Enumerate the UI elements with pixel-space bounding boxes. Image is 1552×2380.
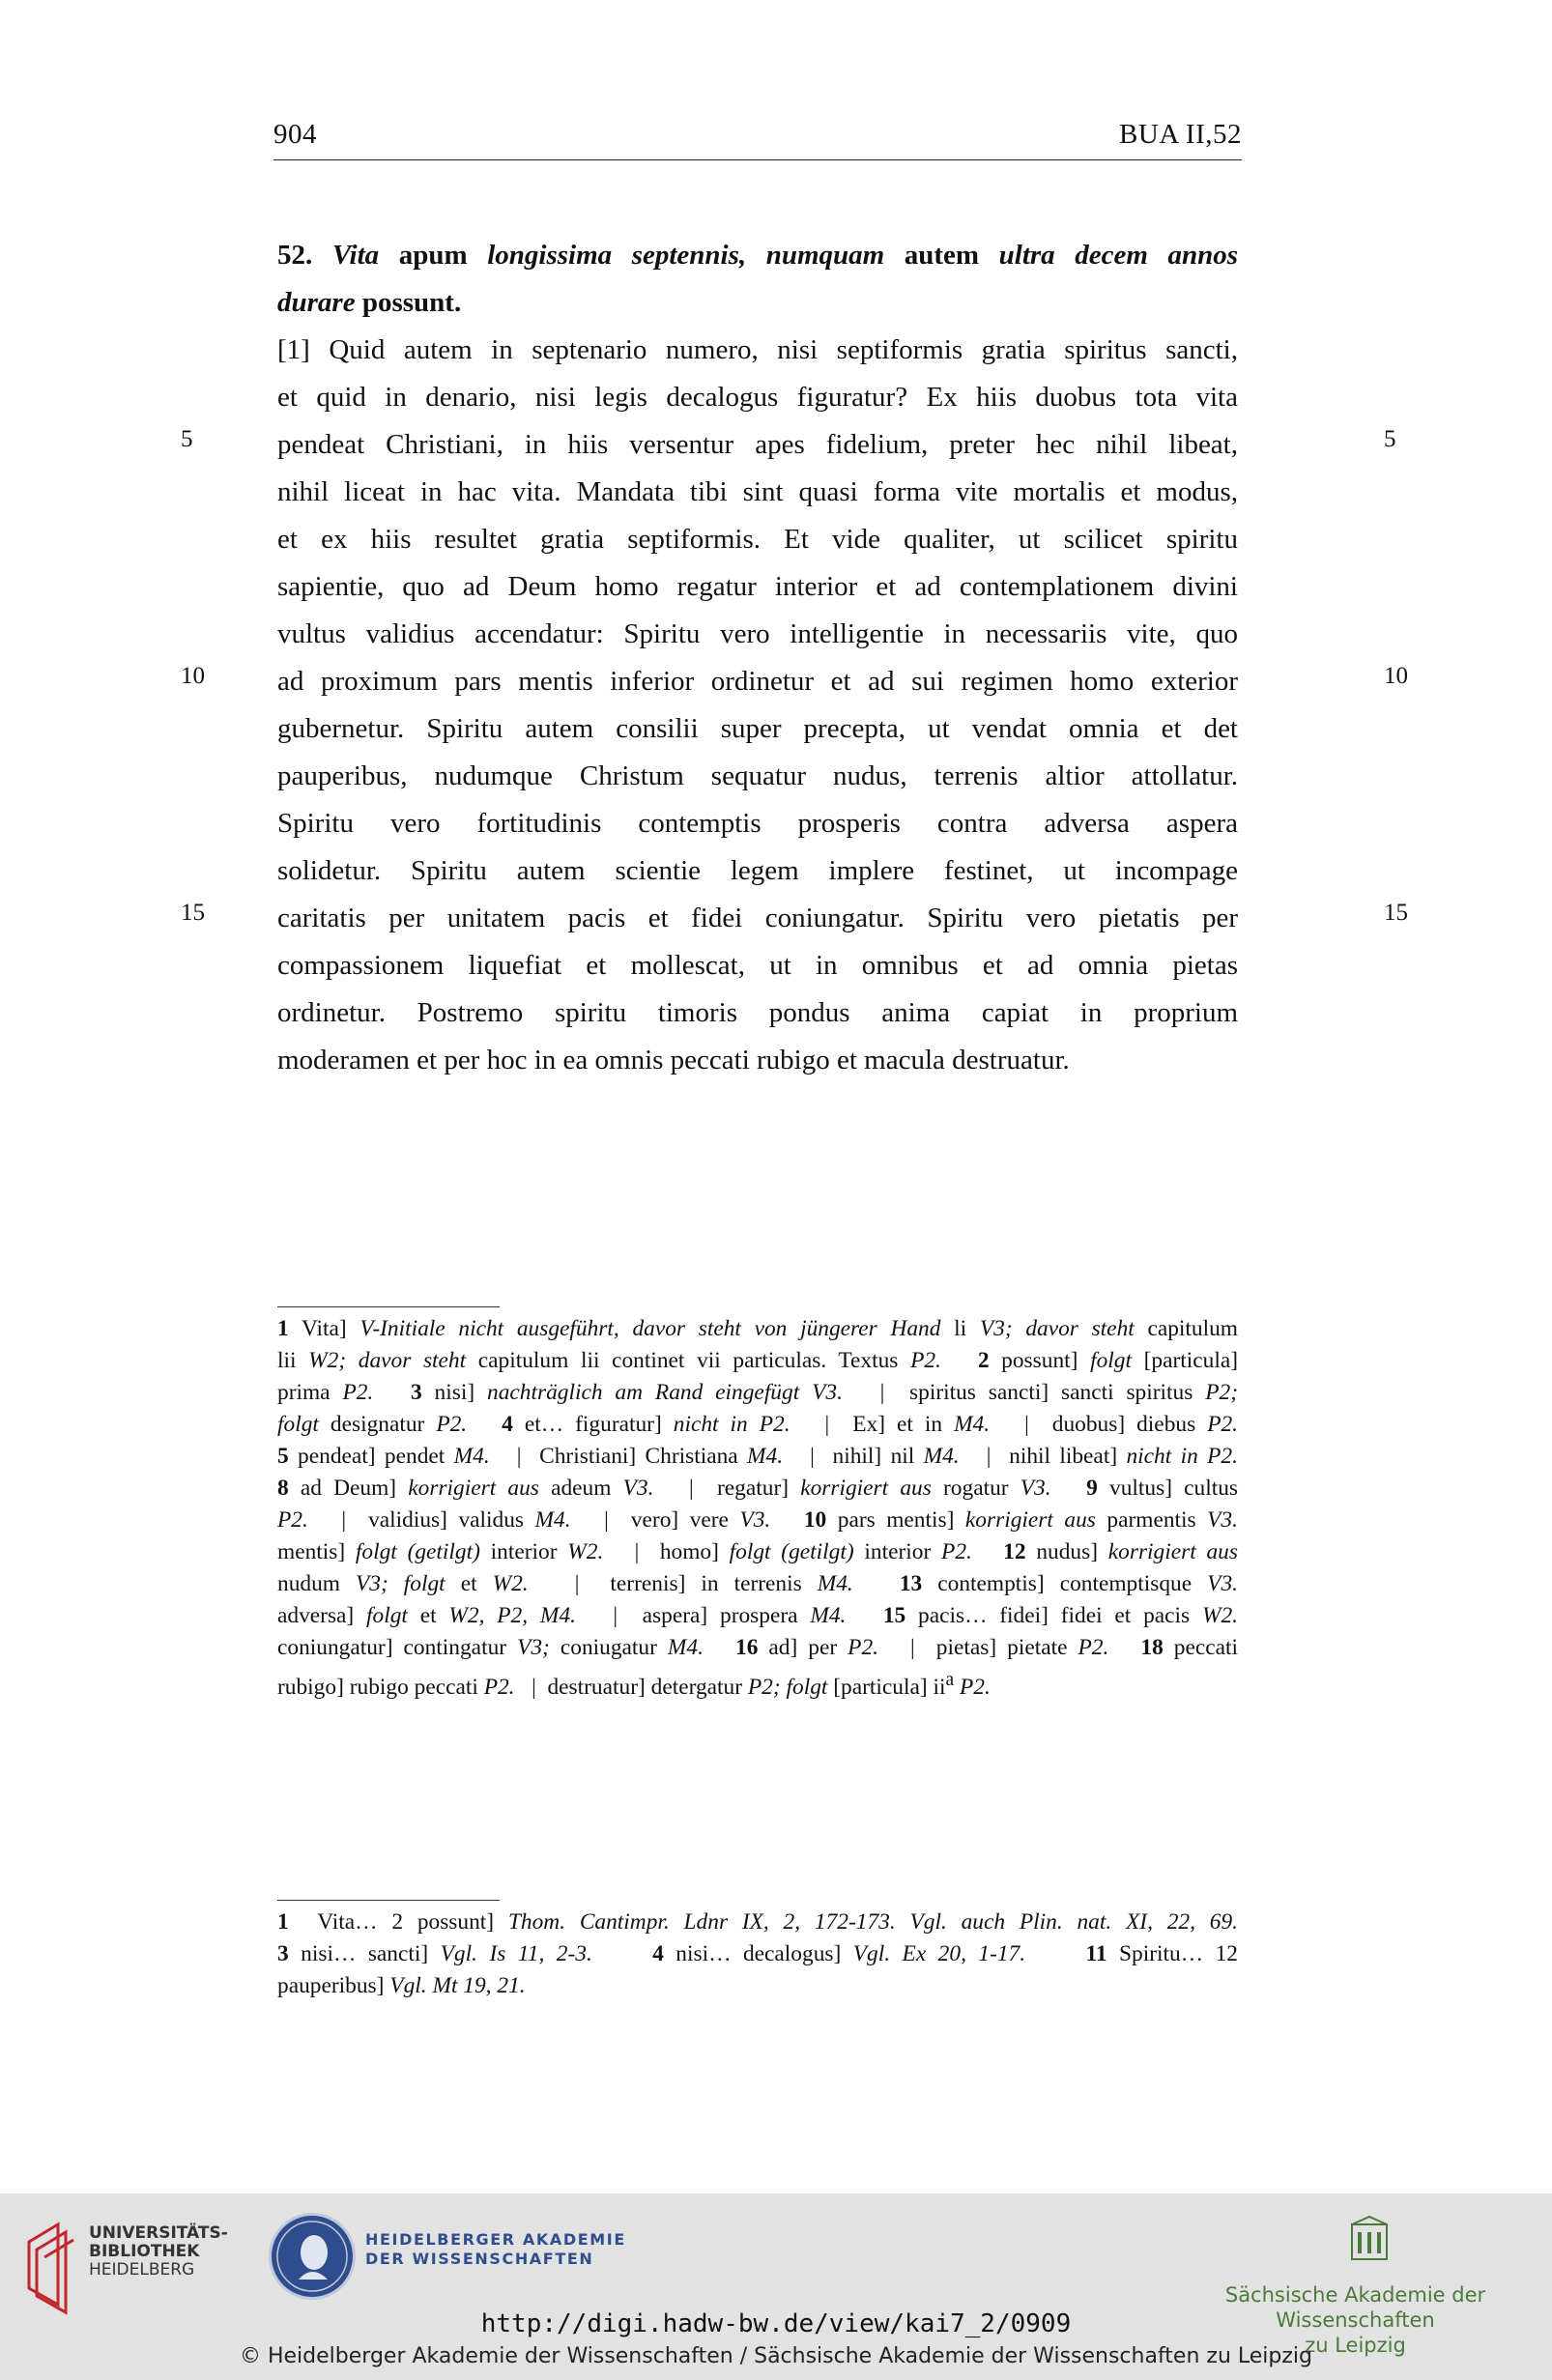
- apparatus-line: 1 Vita] V-Initiale nicht ausgeführt, davor steht von jüngerer Hand li V3; davor steht capitulum: [277, 1316, 1239, 1341]
- footer-banner: [0, 2194, 1552, 2380]
- apparatus-line: prima P2. 3 nisi] nachträglich am Rand eingefügt V3. | spiritus sancti] sancti spiritus P2;: [277, 1380, 1239, 1405]
- body-paragraph: [277, 327, 1238, 1084]
- text-line: nihil liceat in hac vita. Mandata tibi sint quasi forma vite mortalis et modus,: [277, 476, 1238, 507]
- text-line: compassionem liquefiat et mollescat, ut in omnibus et ad omnia pietas: [277, 950, 1238, 981]
- text-line: vultus validius accendatur: Spiritu vero intelligentie in necessariis vite, quo: [277, 618, 1238, 649]
- text-line: et quid in denario, nisi legis decalogus figuratur? Ex hiis duobus tota vita: [277, 382, 1238, 413]
- text-line: [1] Quid autem in septenario numero, nisi septiformis gratia spiritus sancti,: [277, 334, 1238, 365]
- university-library-name: UNIVERSITÄTS- BIBLIOTHEK HEIDELBERG: [89, 2223, 228, 2280]
- heidelberg-academy-name: HEIDELBERGER AKADEMIE DER WISSENSCHAFTEN: [365, 2230, 626, 2268]
- saxon-academy-name: Sächsische Akademie der Wissenschaften zu Leipzig: [1224, 2283, 1486, 2357]
- line-number-left: 10: [181, 663, 205, 689]
- line-number-left: 5: [181, 426, 193, 452]
- text-line: sapientie, quo ad Deum homo regatur interior et ad contemplationem divini: [277, 571, 1238, 602]
- apparatus-line: adversa] folgt et W2, P2, M4. | aspera] prospera M4. 15 pacis… fidei] fidei et pacis W2.: [277, 1603, 1238, 1628]
- text-line: ordinetur. Postremo spiritu timoris pondus anima capiat in proprium: [277, 997, 1238, 1028]
- heading-line-2: durare possunt.: [277, 287, 462, 318]
- apparatus-line: rubigo] rubigo peccati P2. | destruatur] detergatur P2; folgt [particula] $ii^a$ P2.: [277, 1670, 991, 1700]
- text-line: Spiritu vero fortitudinis contemptis prosperis contra adversa aspera: [277, 808, 1238, 839]
- text-line: moderamen et per hoc in ea omnis peccati rubigo et macula destruatur.: [277, 1045, 1070, 1075]
- apparatus-line: P2. | validius] validus M4. | vero] vere V3. 10 pars mentis] korrigiert aus parmentis V3.: [277, 1507, 1238, 1533]
- apparatus-line: nudum V3; folgt et W2. | terrenis] in terrenis M4. 13 contemptis] contemptisque V3.: [277, 1571, 1238, 1596]
- apparatus-line: mentis] folgt (getilgt) interior W2. | homo] folgt (getilgt) interior P2. 12 nudus] korrigiert aus: [277, 1539, 1238, 1564]
- apparatus-line: coniungatur] contingatur V3; coniugatur M4. 16 ad] per P2. | pietas] pietate P2. 18 peccati: [277, 1635, 1238, 1660]
- text-line: ad proximum pars mentis inferior ordinetur et ad sui regimen homo exterior: [277, 666, 1238, 697]
- line-number-right: 15: [1384, 900, 1408, 926]
- apparatus-line: 5 pendeat] pendet M4. | Christiani] Christiana M4. | nihil] nil M4. | nihil libeat] nicht in P2.: [277, 1444, 1238, 1469]
- permalink-url[interactable]: http://digi.hadw-bw.de/view/kai7_2/0909: [480, 2309, 1072, 2338]
- line-number-left: 15: [181, 900, 205, 926]
- saxon-academy-logo: [1348, 2215, 1391, 2263]
- source-notes: [277, 1907, 1238, 2002]
- text-line: pauperibus, nudumque Christum sequatur nudus, terrenis altior attollatur.: [277, 760, 1238, 791]
- text-line: gubernetur. Spiritu autem consilii super precepta, ut vendat omnia et det: [277, 713, 1238, 744]
- text-line: solidetur. Spiritu autem scientie legem implere festinet, ut incompage: [277, 855, 1238, 886]
- section-reference: BUA II,52: [1119, 119, 1242, 150]
- source-line: 1 Vita… 2 possunt] Thom. Cantimpr. Ldnr IX, 2, 172-173. Vgl. auch Plin. nat. XI, 22, 69.: [277, 1909, 1238, 1935]
- copyright-notice: © Heidelberger Akademie der Wissenschaften / Sächsische Akademie der Wissenschaften zu Leipzig: [239, 2344, 1312, 2368]
- line-number-right: 5: [1384, 426, 1396, 452]
- critical-apparatus: [277, 1313, 1239, 1700]
- apparatus-line: 8 ad Deum] korrigiert aus adeum V3. | regatur] korrigiert aus rogatur V3. 9 vultus] cultus: [277, 1476, 1239, 1501]
- apparatus-rule: [277, 1306, 500, 1307]
- chapter-heading: [277, 232, 1238, 327]
- text-line: et ex hiis resultet gratia septiformis. Et vide qualiter, ut scilicet spiritu: [277, 524, 1238, 555]
- line-number-right: 10: [1384, 663, 1408, 689]
- running-header: [273, 116, 1242, 160]
- heading-line-1: 52. Vita apum longissima septennis, numquam autem ultra decem annos: [277, 240, 1239, 271]
- apparatus-line: lii W2; davor steht capitulum lii continet vii particulas. Textus P2. 2 possunt] folgt [particula]: [277, 1348, 1239, 1373]
- page-number: 904: [273, 119, 317, 150]
- source-line: pauperibus] Vgl. Mt 19, 21.: [277, 1973, 526, 1998]
- source-line: 3 nisi… sancti] Vgl. Is 11, 2-3. 4 nisi… decalogus] Vgl. Ex 20, 1-17. 11 Spiritu… 12: [277, 1941, 1238, 1966]
- apparatus-line: folgt designatur P2. 4 et… figuratur] nicht in P2. | Ex] et in M4. | duobus] diebus P2.: [277, 1412, 1239, 1437]
- text-line: pendeat Christiani, in hiis versentur apes fidelium, preter hec nihil libeat,: [277, 429, 1238, 460]
- main-text: [277, 232, 1238, 1084]
- sources-rule: [277, 1900, 500, 1901]
- academy-seal-icon: [269, 2213, 356, 2300]
- text-line: caritatis per unitatem pacis et fidei coniungatur. Spiritu vero pietatis per: [277, 903, 1238, 933]
